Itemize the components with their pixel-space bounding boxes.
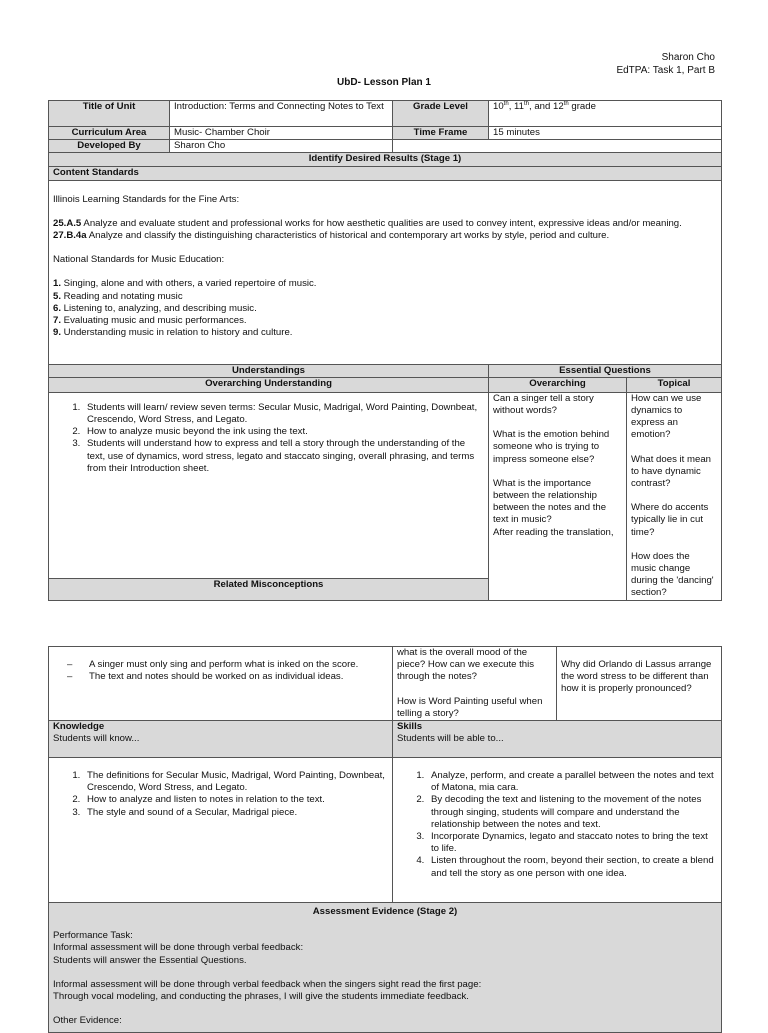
national-standard: 7. Evaluating music and music performances. [53, 315, 247, 327]
national-standard: 5. Reading and notating music [53, 290, 183, 302]
question: What is the importance between the relationship between the notes and the text in music? [493, 477, 607, 526]
time-frame-label: Time Frame [393, 127, 489, 140]
question: How does the music change during the 'dancing' section? [631, 550, 714, 599]
document-title: UbD- Lesson Plan 1 [337, 77, 431, 88]
grade-level-value: 10th, 11th, and 12th grade [489, 101, 722, 127]
topical-questions-label: Topical [627, 377, 722, 392]
lesson-plan-table-page-2 [48, 646, 722, 1033]
question: What is the emotion behind someone who is trying to impress someone else? [493, 429, 610, 465]
topical-questions-continued [557, 647, 722, 721]
knowledge-list [53, 770, 388, 819]
assessment-line: Through vocal modeling, and conducting the phrases, I will give the students immediate feedback. [53, 991, 469, 1003]
skills-label: Skills [397, 721, 423, 733]
list-item: – A singer must only sing and perform what is inked on the score. [89, 659, 388, 671]
national-standard: 1. Singing, alone and with others, a varied repertoire of music. [53, 278, 317, 290]
understandings-list-cell [49, 392, 489, 578]
question: Why did Orlando di Lassus arrange the word stress to be different than how it is properly pronounced? [561, 659, 712, 695]
author-name: Sharon Cho [661, 52, 715, 63]
page-header [616, 52, 715, 77]
curriculum-area-label: Curriculum Area [49, 127, 170, 140]
related-misconceptions-label: Related Misconceptions [49, 578, 489, 600]
developed-by-label: Developed By [49, 140, 170, 153]
skills-header [393, 721, 722, 758]
list-item: 2. How to analyze music beyond the ink using the text. [83, 426, 484, 438]
assessment-evidence-cell [49, 903, 722, 1033]
overarching-understanding-label: Overarching Understanding [49, 377, 489, 392]
overarching-questions-cell [489, 392, 627, 600]
knowledge-subtitle: Students will know... [53, 733, 140, 745]
list-item: 4. Listen throughout the room, beyond their section, to create a blend and tell the story as one person with one idea. [427, 855, 717, 879]
national-standard: 9. Understanding music in relation to history and culture. [53, 327, 293, 339]
grade-level-label: Grade Level [393, 101, 489, 127]
overarching-questions-label: Overarching [489, 377, 627, 392]
curriculum-area-value: Music- Chamber Choir [170, 127, 393, 140]
misconceptions-list [53, 659, 388, 683]
list-item: 3. Students will understand how to express and tell a story through the understanding of the text, use of dynamics, word stress, legato and staccato singing, overall phrasing, and terms from their Introduction sheet. [83, 438, 484, 475]
content-standards-label: Content Standards [49, 167, 722, 180]
question: How is Word Painting useful when telling a story? [397, 695, 543, 719]
understandings-list [53, 402, 484, 475]
assessment-line: Informal assessment will be done through verbal feedback when the singers sight read the first page: [53, 978, 482, 990]
standard-25a5: 25.A.5 Analyze and evaluate student and professional works for how aesthetic qualities are used to convey intent, expressive ideas and/or meaning. [53, 217, 682, 229]
knowledge-header [49, 721, 393, 758]
question: After reading the translation, [493, 526, 614, 538]
understandings-heading: Understandings [49, 364, 489, 377]
question: Where do accents typically lie in cut time? [631, 502, 709, 538]
content-standards-body [49, 180, 722, 364]
lesson-plan-table-page-1 [48, 100, 722, 601]
developed-by-value: Sharon Cho [170, 140, 393, 153]
assessment-line: Performance Task: [53, 930, 133, 942]
assessment-line: Other Evidence: [53, 1015, 122, 1027]
title-of-unit-value: Introduction: Terms and Connecting Notes to Text [170, 101, 393, 127]
list-item: 1. Analyze, perform, and create a parallel between the notes and text of Matona, mia cara. [427, 770, 717, 794]
question: what is the overall mood of the piece? How can we execute this through the notes? [397, 647, 535, 683]
topical-questions-cell [627, 392, 722, 600]
skills-list [397, 770, 717, 880]
title-of-unit-label: Title of Unit [49, 101, 170, 127]
stage-2-heading: Assessment Evidence (Stage 2) [312, 906, 458, 918]
assessment-line: Informal assessment will be done through verbal feedback: [53, 942, 304, 954]
list-item: 3. Incorporate Dynamics, legato and staccato notes to bring the text to life. [427, 831, 717, 855]
stage-1-heading: Identify Desired Results (Stage 1) [49, 153, 722, 167]
standard-27b4a: 27.B.4a Analyze and classify the distinguishing characteristics of historical and contemporary art works by style, period and culture. [53, 230, 610, 242]
question: What does it mean to have dynamic contrast? [631, 453, 711, 490]
skills-subtitle: Students will be able to... [397, 733, 504, 745]
misconceptions-cell [49, 647, 393, 721]
illinois-heading: Illinois Learning Standards for the Fine Arts: [53, 193, 240, 205]
overarching-questions-continued [393, 647, 557, 721]
question: Can a singer tell a story without words? [493, 392, 594, 417]
knowledge-list-cell [49, 758, 393, 903]
time-frame-value: 15 minutes [489, 127, 722, 140]
essential-questions-heading: Essential Questions [489, 364, 722, 377]
list-item: 1. Students will learn/ review seven terms: Secular Music, Madrigal, Word Painting, Downbeat, Crescendo, Word Stress, and Legato. [83, 402, 484, 426]
list-item: 1. The definitions for Secular Music, Madrigal, Word Painting, Downbeat, Crescendo, Word Stress, and Legato. [83, 770, 388, 794]
list-item: 2. How to analyze and listen to notes in relation to the text. [83, 794, 388, 806]
task-label: EdTPA: Task 1, Part B [616, 64, 715, 76]
question: How can we use dynamics to express an emotion? [631, 392, 702, 441]
list-item: – The text and notes should be worked on as individual ideas. [89, 671, 388, 683]
knowledge-label: Knowledge [53, 721, 105, 733]
national-standard: 6. Listening to, analyzing, and describing music. [53, 302, 257, 314]
list-item: 3. The style and sound of a Secular, Madrigal piece. [83, 807, 388, 819]
assessment-line: Students will answer the Essential Questions. [53, 954, 247, 966]
list-item: 2. By decoding the text and listening to the movement of the notes through singing, students will compare and understand the relationship between the notes and text. [427, 794, 717, 831]
skills-list-cell [393, 758, 722, 903]
national-heading: National Standards for Music Education: [53, 254, 225, 266]
